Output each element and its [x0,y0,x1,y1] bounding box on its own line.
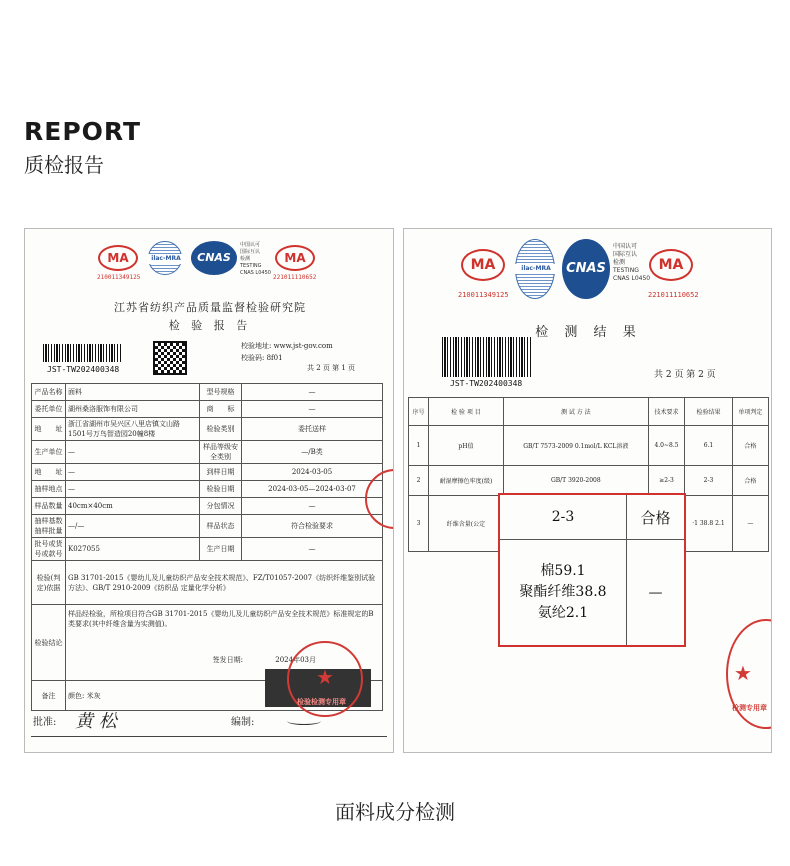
results-cell-result: ·1 38.8 2.1 [685,496,733,552]
results-header-cell: 序号 [409,398,429,426]
report-subtitle: 质检报告 [24,153,104,177]
info-cell-l1: 样品数量 [32,498,66,515]
cotton-content: 棉59.1 [540,563,586,579]
info-cell-v1: 面料 [66,384,200,401]
results-cell-item: 耐湿摩擦色牢度(级) [429,466,504,496]
cnas-logo-icon: CNAS [191,241,237,275]
results-cell-item: pH值 [429,426,504,466]
ma-number-right: 221011110652 [273,274,317,281]
results-cell-item: 纤维含量(公定 [429,496,504,552]
info-cell-l2: 检验类别 [200,418,242,441]
info-cell-v2: — [242,401,383,418]
info-cell-l2: 分包情况 [200,498,242,515]
results-cell-verdict: — [732,496,768,552]
barcode-number: JST-TW202400348 [450,379,523,388]
results-cell-result: 6.1 [685,426,733,466]
barcode-icon [43,344,121,362]
info-cell-v1: — [66,464,200,481]
info-cell-v2: 2024-03-05—2024-03-07 [242,481,383,498]
results-header-cell: 测 试 方 法 [503,398,648,426]
ma-logo-icon: MA [98,245,138,271]
info-cell-l2: 到样日期 [200,464,242,481]
cnas-caption: 中国认可 国际互认 检测 TESTING CNAS L0450 [240,242,271,276]
approve-signature: 黄 松 [75,711,117,732]
ma-number: 210011349125 [458,291,509,299]
verify-url: 校验地址: www.jst-gov.com [241,342,333,350]
info-cell-l1: 地 址 [32,418,66,441]
results-cell-verdict: 合格 [732,466,768,496]
ma-number: 210011349125 [97,274,141,281]
info-cell-v2: 符合检验要求 [242,515,383,538]
results-cell-no: 3 [409,496,429,552]
info-cell-l1: 产品名称 [32,384,66,401]
ilac-mra-logo-icon: ilac-MRA [515,239,555,299]
remark-label: 备注 [32,681,66,711]
page-indicator: 共 2 页 第 2 页 [654,370,716,380]
results-title: 检 测 结 果 [535,325,642,340]
spandex-content: 氨纶2.1 [537,605,589,621]
results-cell-verdict: 合格 [732,426,768,466]
cnas-caption: 中国认可 国际互认 检测 TESTING CNAS L0450 [613,243,651,282]
report-type: 检 验 报 告 [168,319,252,332]
remark-text: 颜色: 米灰 [66,681,383,711]
results-cell-no: 1 [409,426,429,466]
results-cell-req: ≥2-3 [648,466,684,496]
conclusion-text: 样品经检验，所检项目符合GB 31701-2015《婴幼儿及儿童纺织产品安全技术规范》标准规定的B类要求(其中纤维含量为实测值)。 [68,610,374,628]
cnas-logo-icon: CNAS [562,239,610,299]
info-row [32,498,383,515]
info-cell-l1: 委托单位 [32,401,66,418]
info-row [32,384,383,401]
info-cell-v2: —/B类 [242,441,383,464]
ma-logo-icon-right: MA [649,249,693,281]
info-row [32,515,383,538]
info-row [32,481,383,498]
zoom-dash: — [648,584,663,601]
page-indicator: 共 2 页 第 1 页 [307,364,356,372]
info-row [32,538,383,561]
barcode-number: JST-TW202400348 [47,365,120,374]
info-cell-l2: 生产日期 [200,538,242,561]
info-cell-v2: — [242,384,383,401]
info-row [32,464,383,481]
info-cell-v1: K027055 [66,538,200,561]
inspection-report-page-2 [403,228,772,753]
results-header-cell: 单项判定 [732,398,768,426]
organization-name: 江苏省纺织产品质量监督检验研究院 [114,301,306,314]
results-header-cell: 技术要求 [648,398,684,426]
info-cell-l2: 型号规格 [200,384,242,401]
results-row [409,426,769,466]
info-cell-l2: 商 标 [200,401,242,418]
zoom-verdict: 合格 [640,508,671,527]
info-row [32,401,383,418]
ma-logo-icon: MA [461,249,505,281]
approve-label: 批准: [33,717,57,728]
qr-code-icon [153,341,187,375]
results-cell-method: GB/T 3920-2008 [503,466,648,496]
info-cell-v2: 委托送样 [242,418,383,441]
results-header-cell: 检 验 项 目 [429,398,504,426]
info-cell-v1: 浙江省湖州市吴兴区八里店镇文山路1501号万鸟智造园20幢8楼 [66,418,200,441]
issue-date: 2024年03月 [275,656,316,664]
info-cell-v1: 40cm×40cm [66,498,200,515]
info-cell-l1: 地 址 [32,464,66,481]
info-cell-l2: 样品等级安全类别 [200,441,242,464]
barcode-icon [442,337,532,377]
info-cell-v2: — [242,538,383,561]
inspection-report-page-1 [24,228,394,753]
report-title: REPORT [24,117,142,146]
results-cell-method: GB/T 7573-2009 0.1mol/L KCL溶液 [503,426,648,466]
fiber-content-zoom-callout [498,493,686,647]
info-row [32,418,383,441]
info-cell-l2: 样品状态 [200,515,242,538]
info-row [32,441,383,464]
conclusion-label: 检验结论 [32,605,66,681]
zoom-fiber-results [500,540,626,645]
issue-date-label: 签发日期: [212,656,244,664]
results-cell-req: 4.0~8.5 [648,426,684,466]
verify-code: 校验码: 8f01 [241,354,283,362]
results-row [409,466,769,496]
ma-number-right: 221011110652 [648,291,699,299]
footer-divider [31,736,387,737]
zoom-requirement: 2-3 [551,509,575,525]
info-cell-l2: 检验日期 [200,481,242,498]
edit-label: 编制: [231,717,255,728]
info-cell-v2: 2024-03-05 [242,464,383,481]
info-cell-l1: 抽样基数抽样批量 [32,515,66,538]
polyester-content: 聚酯纤维38.8 [519,584,607,600]
page-caption: 面料成分检测 [335,800,455,824]
info-cell-v1: 湖州桑洛服饰有限公司 [66,401,200,418]
official-seal-icon: ★ 检验检测专用章 [287,641,363,717]
info-cell-v1: —/— [66,515,200,538]
info-cell-l1: 生产单位 [32,441,66,464]
info-cell-l1: 批号或货号或款号 [32,538,66,561]
basis-label: 检验(判定)依据 [32,561,66,605]
results-header-cell: 检验结果 [685,398,733,426]
info-cell-v1: — [66,481,200,498]
results-cell-result: 2-3 [685,466,733,496]
editor-signature-icon [287,717,321,725]
basis-text: GB 31701-2015《婴幼儿及儿童纺织产品安全技术规范》、FZ/T01057-2007《纺织纤维鉴别试验方法》、GB/T 2910-2009《纺织品 定量化学分析》 [66,561,383,605]
results-cell-no: 2 [409,466,429,496]
info-cell-v1: — [66,441,200,464]
info-cell-l1: 抽样地点 [32,481,66,498]
official-seal-icon: ★ 检测专用章 [726,619,772,729]
info-cell-v2: — [242,498,383,515]
ilac-mra-logo-icon: ilac-MRA [148,241,182,275]
ma-logo-icon-right: MA [275,245,315,271]
